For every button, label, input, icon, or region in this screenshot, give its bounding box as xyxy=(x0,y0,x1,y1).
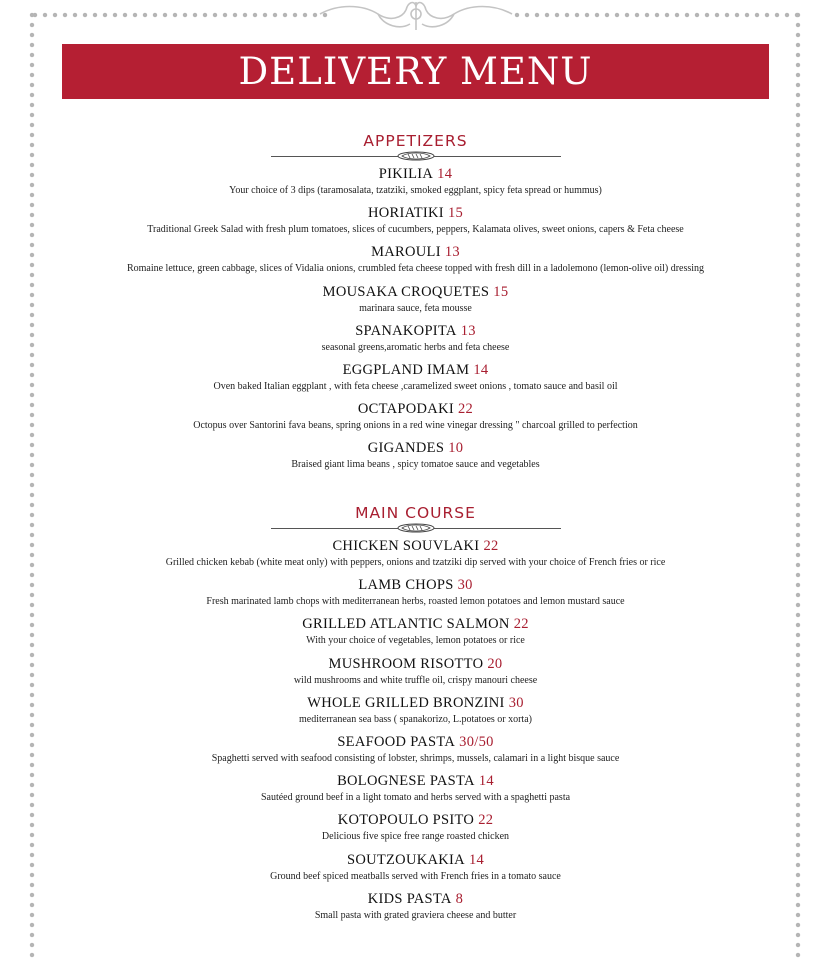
item-price: 10 xyxy=(448,440,464,457)
item-name: MUSHROOM RISOTTO xyxy=(328,655,484,672)
divider-ornament-icon xyxy=(396,151,436,161)
menu-item xyxy=(0,204,831,243)
item-price: 8 xyxy=(455,890,464,907)
menu-item xyxy=(0,283,831,322)
menu-item xyxy=(0,165,831,204)
section-divider xyxy=(271,151,561,161)
divider-ornament-icon xyxy=(396,523,436,533)
item-name: MAROULI xyxy=(371,244,441,261)
item-description: Your choice of 3 dips (taramosalata, tzatziki, smoked eggplant, spicy feta spread or hummus) xyxy=(229,185,602,196)
item-description: Oven baked Italian eggplant , with feta cheese ,caramelized sweet onions , tomato sauce and basil oil xyxy=(213,380,618,392)
menu-banner xyxy=(62,44,769,99)
item-price: 22 xyxy=(513,616,529,633)
menu-item xyxy=(0,361,831,400)
section-main-course xyxy=(0,503,831,929)
item-name: SOUTZOUKAKIA xyxy=(346,851,465,868)
item-name: MOUSAKA CROQUETES xyxy=(322,283,490,300)
menu-item xyxy=(0,655,831,694)
item-price: 14 xyxy=(478,773,494,790)
item-name: GRILLED ATLANTIC SALMON xyxy=(302,616,510,633)
item-name: KOTOPOULO PSITO xyxy=(337,812,475,829)
item-description: Grilled chicken kebab (white meat only) with peppers, onions and tzatziki dip served with your choice of French fries or rice xyxy=(165,557,666,568)
item-description: Octopus over Santorini fava beans, spring onions in a red wine vinegar dressing " charcoal grilled to perfection xyxy=(193,420,638,432)
menu-item xyxy=(0,772,831,811)
item-description: seasonal greens,aromatic herbs and feta cheese xyxy=(321,341,510,353)
item-description: Sautéed ground beef in a light tomato and herbs served with a spaghetti pasta xyxy=(260,792,571,804)
menu-item xyxy=(0,439,831,478)
item-description: Romaine lettuce, green cabbage, slices of Vidalia onions, crumbled feta cheese topped with fresh dill in a ladolemono (lemon-olive oil) dressing xyxy=(126,263,705,275)
item-name: WHOLE GRILLED BRONZINI xyxy=(307,694,505,711)
menu-item xyxy=(0,851,831,890)
item-name: OCTAPODAKI xyxy=(357,401,454,418)
section-title: APPETIZERS xyxy=(363,132,468,150)
item-description: Ground beef spiced meatballs served with French fries in a tomato sauce xyxy=(270,870,561,882)
dotted-border-top-left xyxy=(30,12,330,18)
item-name: GIGANDES xyxy=(367,440,445,457)
item-description: mediterranean sea bass ( spanakorizo, L.potatoes or xorta) xyxy=(299,713,532,725)
item-description: With your choice of vegetables, lemon potatoes or rice xyxy=(306,635,525,647)
item-name: LAMB CHOPS xyxy=(358,577,454,594)
item-price: 22 xyxy=(457,401,474,418)
item-name: KIDS PASTA xyxy=(367,890,452,907)
item-price: 30 xyxy=(457,577,473,594)
menu-item xyxy=(0,576,831,615)
item-price: 22 xyxy=(478,812,494,829)
menu-item xyxy=(0,615,831,654)
dotted-border-top-right xyxy=(512,12,800,18)
ornament-flourish-icon xyxy=(318,0,514,36)
item-price: 15 xyxy=(493,283,509,300)
item-description: marinara sauce, feta mousse xyxy=(359,302,472,314)
item-description: Delicious five spice free range roasted chicken xyxy=(321,831,510,843)
item-name: CHICKEN SOUVLAKI xyxy=(332,538,480,554)
item-name: BOLOGNESE PASTA xyxy=(337,773,475,790)
item-description: wild mushrooms and white truffle oil, crispy manouri cheese xyxy=(293,674,538,686)
section-appetizers xyxy=(0,131,831,479)
item-price: 22 xyxy=(483,538,499,554)
item-price: 14 xyxy=(473,361,489,378)
menu-item xyxy=(0,890,831,929)
item-price: 15 xyxy=(447,205,464,222)
menu-item xyxy=(0,400,831,439)
item-name: SEAFOOD PASTA xyxy=(337,733,456,750)
item-price: 13 xyxy=(460,322,476,339)
menu-item xyxy=(0,733,831,772)
item-price: 13 xyxy=(444,244,460,261)
item-name: HORIATIKI xyxy=(367,205,444,222)
item-price: 20 xyxy=(487,655,503,672)
item-name: EGGPLAND IMAM xyxy=(342,361,470,378)
section-title: MAIN COURSE xyxy=(355,504,476,522)
menu-item xyxy=(0,694,831,733)
menu-item xyxy=(0,322,831,361)
menu-item xyxy=(0,811,831,850)
section-divider xyxy=(271,523,561,533)
item-price: 30/50 xyxy=(459,733,494,750)
item-description: Spaghetti served with seafood consisting of lobster, shrimps, mussels, calamari in a light bisque sauce xyxy=(211,752,620,764)
menu-item xyxy=(0,537,831,576)
menu-item xyxy=(0,243,831,282)
item-description: Small pasta with grated graviera cheese and butter xyxy=(314,909,517,921)
item-price: 14 xyxy=(437,166,453,182)
item-description: Traditional Greek Salad with fresh plum tomatoes, slices of cucumbers, peppers, Kalamata olives, sweet onions, capers & Feta cheese xyxy=(147,224,684,236)
item-description: Fresh marinated lamb chops with mediterranean herbs, roasted lemon potatoes and lemon mustard sauce xyxy=(206,596,625,608)
item-name: PIKILIA xyxy=(378,166,434,182)
item-price: 14 xyxy=(468,851,485,868)
page-title: DELIVERY MENU xyxy=(238,50,593,93)
item-description: Braised giant lima beans , spicy tomatoe sauce and vegetables xyxy=(291,459,540,471)
item-name: SPANAKOPITA xyxy=(355,322,457,339)
item-price: 30 xyxy=(508,694,524,711)
